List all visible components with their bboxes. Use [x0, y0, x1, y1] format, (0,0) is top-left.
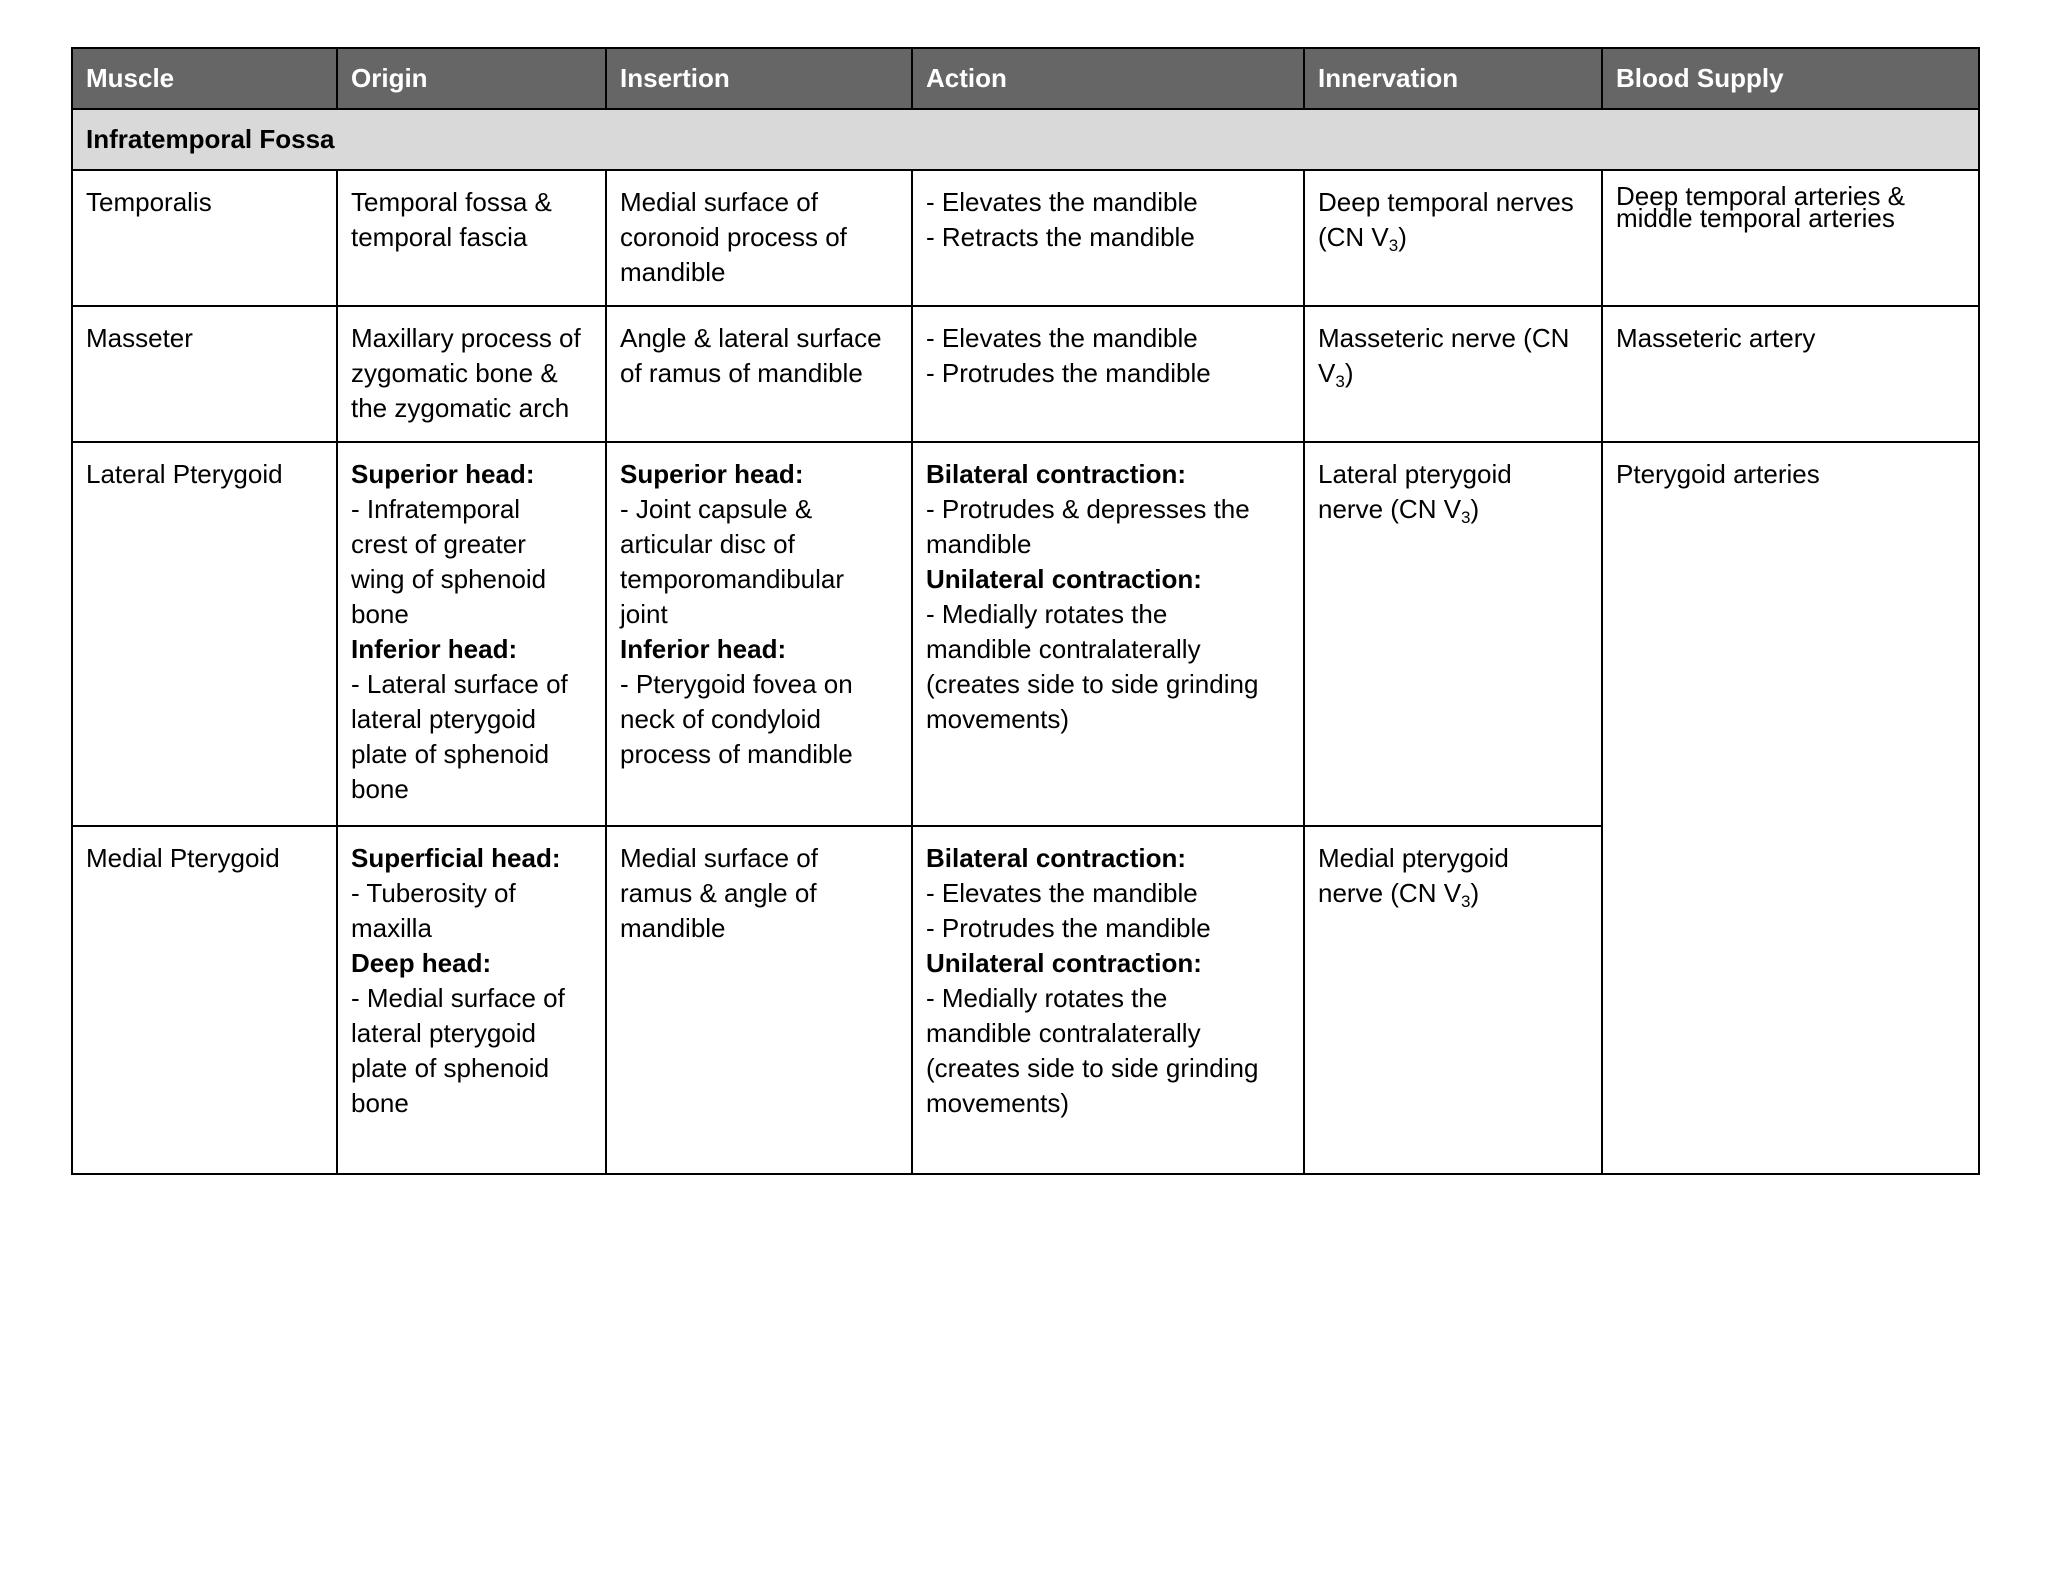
innervation-cell — [1304, 170, 1602, 306]
contraction-label: Unilateral contraction: — [926, 564, 1202, 594]
innervation-text: nerve (CN V — [1318, 878, 1462, 908]
innervation-text: (CN V — [1318, 222, 1389, 252]
table-row-lateral-pterygoid — [72, 442, 1979, 826]
innervation-cell — [1304, 442, 1602, 826]
section-row — [72, 109, 1979, 170]
innervation-line — [1318, 876, 1589, 911]
insertion-line: mandible — [620, 257, 726, 287]
innervation-cell — [1304, 306, 1602, 442]
origin-line: bone — [351, 774, 409, 804]
insertion-line: mandible — [620, 913, 726, 943]
origin-line: - Lateral surface of — [351, 669, 568, 699]
head-label: Inferior head: — [620, 634, 787, 664]
innervation-line — [1318, 356, 1589, 391]
origin-line: Maxillary process of — [351, 323, 581, 353]
muscle-name-cell: Lateral Pterygoid — [72, 442, 337, 826]
origin-line: bone — [351, 599, 409, 629]
insertion-line: process of mandible — [620, 739, 853, 769]
contraction-label: Bilateral contraction: — [926, 843, 1187, 873]
action-line: movements) — [926, 1088, 1070, 1118]
action-line: - Protrudes & depresses the — [926, 494, 1250, 524]
muscle-table — [71, 47, 1980, 1175]
innervation-text: ) — [1398, 222, 1407, 252]
column-header-insertion: Insertion — [606, 48, 912, 109]
blood-supply-line: middle temporal arteries — [1616, 203, 1895, 233]
table-row-masseter — [72, 306, 1979, 442]
innervation-line — [1318, 220, 1589, 255]
blood-supply-cell — [1602, 170, 1979, 306]
origin-line: Temporal fossa & — [351, 187, 552, 217]
action-cell — [912, 306, 1304, 442]
blood-supply-line: Masseteric artery — [1616, 323, 1816, 353]
insertion-line: of ramus of mandible — [620, 358, 863, 388]
origin-line: bone — [351, 1088, 409, 1118]
section-heading: Infratemporal Fossa — [72, 109, 1979, 170]
insertion-line: Medial surface of — [620, 843, 818, 873]
blood-supply-line: Pterygoid arteries — [1616, 459, 1820, 489]
innervation-subscript: 3 — [1461, 508, 1471, 527]
contraction-label: Unilateral contraction: — [926, 948, 1202, 978]
action-line: - Medially rotates the — [926, 599, 1168, 629]
action-line: - Elevates the mandible — [926, 323, 1198, 353]
action-line: mandible — [926, 529, 1032, 559]
muscle-name-cell: Temporalis — [72, 170, 337, 306]
action-cell — [912, 442, 1304, 826]
origin-line: plate of sphenoid — [351, 739, 550, 769]
innervation-text: nerve (CN V — [1318, 494, 1462, 524]
innervation-cell — [1304, 826, 1602, 1174]
blood-supply-line: Deep temporal arteries & — [1616, 181, 1906, 211]
origin-cell — [337, 306, 606, 442]
origin-cell — [337, 826, 606, 1174]
origin-line: wing of sphenoid — [351, 564, 547, 594]
innervation-subscript: 3 — [1335, 372, 1345, 391]
origin-line: lateral pterygoid — [351, 704, 536, 734]
innervation-text: V — [1318, 358, 1336, 388]
innervation-text: ) — [1344, 358, 1354, 388]
head-label: Inferior head: — [351, 634, 518, 664]
action-cell — [912, 826, 1304, 1174]
origin-cell — [337, 442, 606, 826]
action-line: mandible contralaterally — [926, 1018, 1201, 1048]
action-line: movements) — [926, 704, 1070, 734]
insertion-cell — [606, 442, 912, 826]
insertion-line: joint — [620, 599, 668, 629]
action-line: - Medially rotates the — [926, 983, 1168, 1013]
action-line: - Protrudes the mandible — [926, 358, 1211, 388]
insertion-line: articular disc of — [620, 529, 795, 559]
innervation-line — [1318, 492, 1589, 527]
column-header-blood-supply: Blood Supply — [1602, 48, 1979, 109]
insertion-line: ramus & angle of — [620, 878, 817, 908]
insertion-cell — [606, 306, 912, 442]
action-line: - Elevates the mandible — [926, 187, 1198, 217]
column-header-muscle: Muscle — [72, 48, 337, 109]
action-line: - Elevates the mandible — [926, 878, 1198, 908]
action-line: - Retracts the mandible — [926, 222, 1195, 252]
insertion-cell — [606, 170, 912, 306]
insertion-line: - Pterygoid fovea on — [620, 669, 853, 699]
innervation-line: Masseteric nerve (CN — [1318, 323, 1570, 353]
blood-supply-cell — [1602, 306, 1979, 442]
origin-line: temporal fascia — [351, 222, 528, 252]
table-header-row — [72, 48, 1979, 109]
muscle-name-cell: Masseter — [72, 306, 337, 442]
insertion-line: Angle & lateral surface — [620, 323, 882, 353]
origin-line: - Infratemporal — [351, 494, 521, 524]
head-label: Superior head: — [351, 459, 535, 489]
action-line: (creates side to side grinding — [926, 669, 1259, 699]
origin-line: lateral pterygoid — [351, 1018, 536, 1048]
origin-line: the zygomatic arch — [351, 393, 570, 423]
insertion-line: neck of condyloid — [620, 704, 821, 734]
origin-line: crest of greater — [351, 529, 526, 559]
blood-supply-cell — [1602, 442, 1979, 1174]
head-label: Superficial head: — [351, 843, 561, 873]
innervation-line: Lateral pterygoid — [1318, 459, 1512, 489]
innervation-text: ) — [1470, 494, 1480, 524]
origin-line: - Tuberosity of — [351, 878, 516, 908]
action-cell — [912, 170, 1304, 306]
muscle-name-cell: Medial Pterygoid — [72, 826, 337, 1174]
origin-line: plate of sphenoid — [351, 1053, 550, 1083]
origin-line: zygomatic bone & — [351, 358, 558, 388]
insertion-line: temporomandibular — [620, 564, 845, 594]
action-line: mandible contralaterally — [926, 634, 1201, 664]
action-line: (creates side to side grinding — [926, 1053, 1259, 1083]
column-header-action: Action — [912, 48, 1304, 109]
insertion-line: - Joint capsule & — [620, 494, 813, 524]
column-header-innervation: Innervation — [1304, 48, 1602, 109]
column-header-origin: Origin — [337, 48, 606, 109]
origin-line: - Medial surface of — [351, 983, 565, 1013]
insertion-line: coronoid process of — [620, 222, 847, 252]
innervation-text: ) — [1470, 878, 1480, 908]
action-line: - Protrudes the mandible — [926, 913, 1211, 943]
table-row-temporalis — [72, 170, 1979, 306]
head-label: Deep head: — [351, 948, 492, 978]
insertion-cell — [606, 826, 912, 1174]
innervation-subscript: 3 — [1388, 236, 1399, 255]
origin-line: maxilla — [351, 913, 432, 943]
innervation-subscript: 3 — [1461, 892, 1471, 911]
innervation-line: Deep temporal nerves — [1318, 187, 1574, 217]
contraction-label: Bilateral contraction: — [926, 459, 1187, 489]
head-label: Superior head: — [620, 459, 804, 489]
origin-cell — [337, 170, 606, 306]
innervation-line: Medial pterygoid — [1318, 843, 1509, 873]
insertion-line: Medial surface of — [620, 187, 818, 217]
